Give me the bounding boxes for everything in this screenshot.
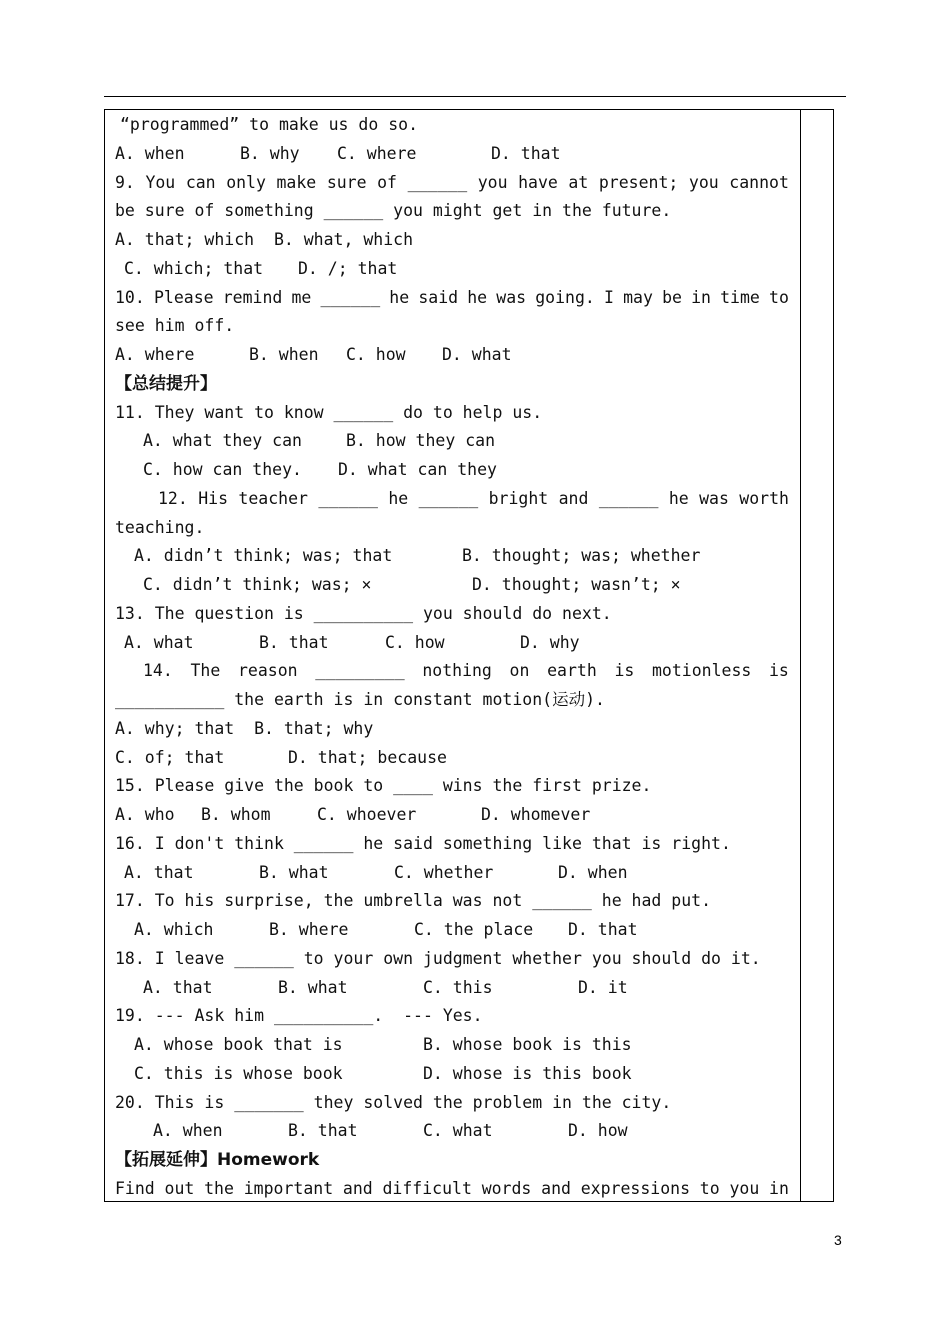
text-line (115, 514, 789, 543)
word: Find (115, 1178, 155, 1198)
text-segment: B. where (269, 920, 349, 939)
text-line (115, 312, 789, 341)
text-segment: A. who (115, 805, 175, 824)
text-segment: D. that (568, 920, 638, 939)
word: I (604, 287, 614, 307)
word: nothing (422, 661, 492, 681)
text-segment: A. where (115, 345, 195, 364)
text-segment: 11. They want to know ______ do to help us. (115, 402, 543, 422)
word: expressions (580, 1178, 691, 1198)
word: His (198, 488, 229, 508)
word: 9. (115, 172, 135, 192)
text-line (115, 169, 789, 198)
word: important (243, 1178, 334, 1198)
text-line (115, 657, 789, 686)
word: the (204, 1178, 234, 1198)
word: ______ (418, 488, 479, 508)
text-segment: A. didn’t think; was; that (134, 546, 393, 566)
word: you (729, 1178, 760, 1198)
text-line (115, 686, 789, 715)
text-segment: A. what they can (143, 431, 302, 451)
word: and (541, 1178, 571, 1198)
text-segment: C. how can they. (143, 460, 302, 479)
text-segment: B. what (278, 977, 348, 997)
text-segment: C. this (423, 977, 493, 997)
text-segment: C. which; that (124, 258, 264, 278)
text-segment: C. of; that (115, 747, 225, 767)
table-column-divider (800, 109, 801, 1202)
text-segment: A. whose book that is (134, 1035, 343, 1054)
text-segment: D. why (520, 632, 580, 652)
word: out (164, 1178, 195, 1198)
word: of (377, 172, 397, 192)
word: you (477, 172, 508, 192)
word: and (558, 488, 589, 508)
word: reason (237, 661, 298, 681)
word: remind (222, 287, 283, 307)
text-line (115, 140, 789, 169)
word: make (276, 172, 317, 192)
text-segment: 17. To his surprise, the umbrella was not ______ he had put. (115, 891, 712, 911)
text-segment: B. whose book is this (423, 1035, 632, 1054)
section-heading: 【拓展延伸】Homework (115, 1150, 320, 1170)
word: words (481, 1178, 532, 1198)
text-line (115, 629, 789, 658)
text-line (115, 916, 789, 945)
word: time (720, 287, 760, 307)
text-line (115, 1060, 789, 1089)
word: ______ (318, 488, 378, 508)
text-segment: B. when (249, 345, 319, 364)
text-line (115, 1175, 789, 1204)
text-segment: B. thought; was; whether (462, 546, 701, 566)
text-segment: A. that (143, 977, 213, 997)
text-line (115, 255, 789, 284)
text-segment: B. that (288, 1121, 358, 1141)
text-line (115, 111, 789, 140)
word: you (688, 172, 719, 192)
text-line (115, 427, 789, 456)
word: was (496, 287, 527, 307)
text-line (115, 284, 789, 313)
word: ______ (320, 287, 381, 307)
text-segment: B. whom (201, 805, 271, 824)
text-line (115, 744, 789, 773)
text-segment: 13. The question is __________ you should do next. (115, 603, 612, 623)
text-segment: teaching. (115, 517, 205, 537)
word: is (614, 661, 635, 681)
word: to (699, 1178, 720, 1198)
word: said (418, 287, 459, 307)
text-segment: be sure of something ______ you might get in the future. (115, 201, 672, 221)
text-segment: see him off. (115, 316, 235, 336)
text-segment: D. thought; wasn’t; × (472, 575, 681, 594)
word: on (509, 661, 530, 681)
word: he (467, 287, 488, 307)
text-segment: D. that; because (288, 747, 447, 767)
word: motionless (651, 661, 752, 681)
text-segment: B. that (259, 632, 329, 652)
text-segment: 15. Please give the book to ____ wins the first prize. (115, 776, 652, 796)
text-segment: A. that (124, 862, 194, 882)
text-line (115, 859, 789, 888)
text-segment: D. when (558, 862, 628, 882)
word: sure (326, 172, 367, 192)
text-line (115, 974, 789, 1003)
text-segment: C. where (337, 143, 417, 163)
text-segment: A. that; which B. what, which (115, 230, 414, 249)
page-number: 3 (834, 1232, 842, 1248)
text-line (115, 801, 789, 830)
word: You (145, 172, 176, 192)
text-line (115, 542, 789, 571)
text-line (115, 456, 789, 485)
word: is (769, 661, 789, 681)
word: and (342, 1178, 373, 1198)
text-segment: C. didn’t think; was; × (143, 575, 372, 594)
text-segment: “programmed” to make us do so. (120, 115, 419, 134)
text-segment: B. what (259, 862, 329, 882)
text-segment: C. how (346, 345, 406, 364)
text-line (115, 830, 789, 859)
text-line (115, 341, 789, 370)
text-segment: C. the place (414, 920, 534, 939)
text-segment: D. what (442, 345, 512, 364)
text-segment: D. whomever (481, 805, 591, 824)
text-segment: 18. I leave ______ to your own judgment whether you should do it. (115, 948, 761, 968)
word: present; (598, 172, 679, 192)
text-segment: A. when (115, 143, 185, 163)
text-segment: C. this is whose book (134, 1063, 343, 1083)
word: Please (153, 287, 214, 307)
text-segment: C. what (423, 1121, 493, 1141)
word: going. (535, 287, 595, 307)
word: have (518, 172, 558, 192)
word: at (568, 172, 589, 192)
text-segment: ___________ the earth is in constant motion(运动). (115, 690, 605, 709)
text-line (115, 887, 789, 916)
word: in (769, 1178, 789, 1198)
text-segment: 20. This is _______ they solved the problem in the city. (115, 1092, 672, 1112)
word: worth (739, 488, 789, 508)
text-segment: D. that (491, 143, 561, 163)
word: only (226, 172, 266, 192)
word: ______ (598, 488, 659, 508)
word: to (769, 287, 789, 307)
text-segment: A. what (124, 632, 194, 652)
header-rule (104, 96, 846, 97)
word: difficult (382, 1178, 472, 1198)
text-line (115, 1002, 789, 1031)
text-segment: B. how they can (346, 431, 496, 451)
text-segment: 16. I don't think ______ he said something like that is right. (115, 833, 731, 853)
text-segment: D. it (578, 977, 628, 997)
worksheet-content (115, 111, 789, 1204)
text-line (115, 197, 789, 226)
text-segment: A. when (153, 1121, 223, 1141)
word: 14. (143, 661, 173, 681)
text-line (115, 399, 789, 428)
text-line (115, 772, 789, 801)
word: 10. (115, 287, 145, 307)
text-line (115, 715, 789, 744)
text-segment: C. whoever (317, 805, 417, 824)
text-segment: D. what can they (338, 460, 497, 479)
word: earth (547, 661, 597, 681)
text-line (115, 571, 789, 600)
text-line (115, 1089, 789, 1118)
text-segment: C. whether (394, 862, 494, 882)
word: he (389, 287, 410, 307)
word: 12. (158, 488, 188, 508)
text-line (115, 600, 789, 629)
text-line (115, 485, 789, 514)
text-segment: B. why (240, 143, 300, 163)
word: cannot (729, 172, 789, 192)
text-segment: C. how (385, 632, 445, 652)
section-heading: 【总结提升】 (115, 373, 217, 394)
text-line (115, 945, 789, 974)
text-segment: A. why; that B. that; why (115, 718, 374, 738)
word: The (190, 661, 221, 681)
word: bright (488, 488, 549, 508)
word: ______ (407, 172, 468, 192)
text-segment: A. which (134, 920, 214, 939)
text-segment: D. whose is this book (423, 1063, 632, 1083)
word: teacher (238, 488, 308, 508)
word: _________ (315, 661, 405, 681)
word: me (291, 287, 312, 307)
word: he (388, 488, 409, 508)
word: he (668, 488, 689, 508)
word: in (691, 287, 711, 307)
text-segment: D. how (568, 1121, 628, 1141)
text-line (115, 226, 789, 255)
text-segment: D. /; that (298, 258, 398, 278)
word: may (623, 287, 653, 307)
word: was (699, 488, 729, 508)
text-line (115, 1117, 789, 1146)
text-line (115, 1031, 789, 1060)
word: be (662, 287, 682, 307)
text-segment: 19. --- Ask him __________. --- Yes. (115, 1006, 483, 1026)
word: can (185, 172, 216, 192)
